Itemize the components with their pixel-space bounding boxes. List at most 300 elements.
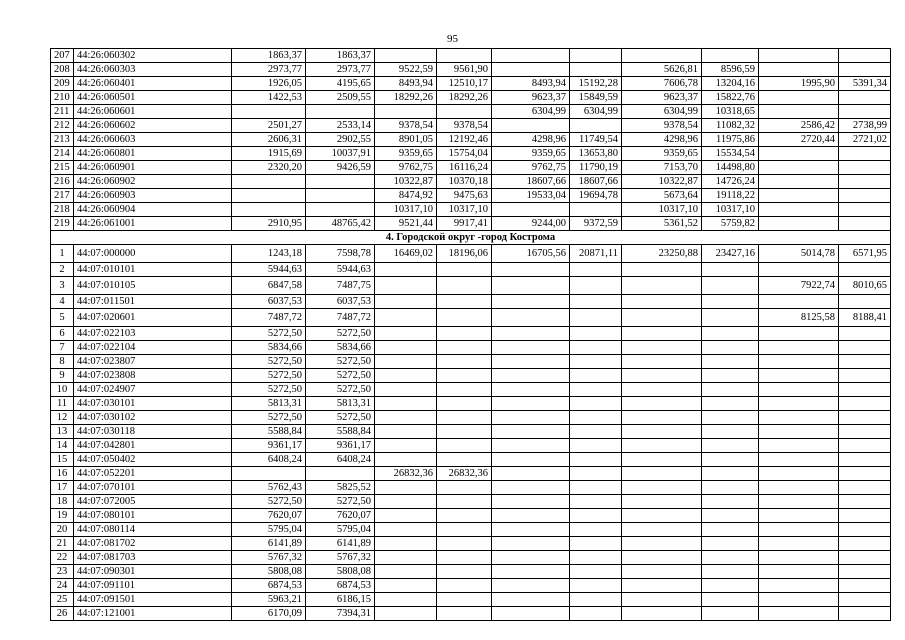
value-cell: 9359,65: [622, 147, 702, 161]
value-cell: 9561,90: [437, 63, 492, 77]
cadastral-number-cell: 44:26:060602: [74, 119, 232, 133]
value-cell: 23427,16: [702, 245, 759, 263]
cadastral-number-cell: 44:07:052201: [74, 467, 232, 481]
value-cell: [375, 565, 437, 579]
value-cell: 8596,59: [702, 63, 759, 77]
value-cell: [702, 411, 759, 425]
value-cell: [759, 467, 839, 481]
value-cell: [759, 607, 839, 621]
value-cell: [839, 147, 891, 161]
row-number-cell: 4: [51, 295, 74, 309]
value-cell: [759, 495, 839, 509]
value-cell: [492, 327, 570, 341]
value-cell: [622, 579, 702, 593]
value-cell: 9762,75: [492, 161, 570, 175]
value-cell: 9475,63: [437, 189, 492, 203]
value-cell: [622, 453, 702, 467]
value-cell: 10037,91: [306, 147, 375, 161]
value-cell: 16116,24: [437, 161, 492, 175]
value-cell: [759, 565, 839, 579]
value-cell: [759, 105, 839, 119]
value-cell: 11082,32: [702, 119, 759, 133]
value-cell: [570, 579, 622, 593]
value-cell: [375, 355, 437, 369]
value-cell: [759, 49, 839, 63]
value-cell: 15192,28: [570, 77, 622, 91]
cadastral-number-cell: 44:07:090301: [74, 565, 232, 579]
value-cell: 5808,08: [306, 565, 375, 579]
value-cell: [492, 263, 570, 277]
value-cell: 15754,04: [437, 147, 492, 161]
value-cell: [570, 63, 622, 77]
value-cell: 1863,37: [306, 49, 375, 63]
value-cell: [839, 397, 891, 411]
row-number-cell: 213: [51, 133, 74, 147]
value-cell: 5014,78: [759, 245, 839, 263]
value-cell: [622, 49, 702, 63]
value-cell: [839, 161, 891, 175]
value-cell: [622, 411, 702, 425]
value-cell: [759, 425, 839, 439]
row-number-cell: 25: [51, 593, 74, 607]
value-cell: [759, 63, 839, 77]
row-number-cell: 207: [51, 49, 74, 63]
table-body-district-44-26: [51, 49, 891, 231]
row-number-cell: 12: [51, 411, 74, 425]
value-cell: 7394,31: [306, 607, 375, 621]
value-cell: 19118,22: [702, 189, 759, 203]
value-cell: 10317,10: [437, 203, 492, 217]
value-cell: [492, 341, 570, 355]
value-cell: [759, 327, 839, 341]
value-cell: [759, 397, 839, 411]
value-cell: [839, 341, 891, 355]
table-row: [51, 119, 891, 133]
cadastral-number-cell: 44:07:010105: [74, 277, 232, 295]
value-cell: 15822,76: [702, 91, 759, 105]
value-cell: [622, 607, 702, 621]
value-cell: 5272,50: [306, 355, 375, 369]
value-cell: [437, 355, 492, 369]
value-cell: [232, 467, 306, 481]
value-cell: 6874,53: [232, 579, 306, 593]
value-cell: 7620,07: [306, 509, 375, 523]
table-row: [51, 277, 891, 295]
table-row: [51, 77, 891, 91]
value-cell: 5834,66: [306, 341, 375, 355]
value-cell: 4298,96: [622, 133, 702, 147]
value-cell: 5825,52: [306, 481, 375, 495]
value-cell: 7922,74: [759, 277, 839, 295]
row-number-cell: 215: [51, 161, 74, 175]
value-cell: [622, 481, 702, 495]
table-row: [51, 467, 891, 481]
row-number-cell: 13: [51, 425, 74, 439]
value-cell: 9361,17: [306, 439, 375, 453]
row-number-cell: 16: [51, 467, 74, 481]
row-number-cell: 208: [51, 63, 74, 77]
value-cell: [570, 295, 622, 309]
value-cell: [702, 263, 759, 277]
table-row: [51, 295, 891, 309]
value-cell: 2910,95: [232, 217, 306, 231]
value-cell: 5673,64: [622, 189, 702, 203]
table-body-kostroma: [51, 245, 891, 621]
row-number-cell: 23: [51, 565, 74, 579]
row-number-cell: 15: [51, 453, 74, 467]
value-cell: [839, 369, 891, 383]
value-cell: 14498,80: [702, 161, 759, 175]
cadastral-number-cell: 44:07:011501: [74, 295, 232, 309]
value-cell: [306, 175, 375, 189]
value-cell: [702, 355, 759, 369]
value-cell: 10317,10: [622, 203, 702, 217]
value-cell: [702, 565, 759, 579]
value-cell: [232, 203, 306, 217]
value-cell: [375, 105, 437, 119]
value-cell: [375, 341, 437, 355]
table-row: [51, 411, 891, 425]
value-cell: [437, 495, 492, 509]
value-cell: 5767,32: [306, 551, 375, 565]
cadastral-number-cell: 44:07:042801: [74, 439, 232, 453]
cadastral-number-cell: 44:07:072005: [74, 495, 232, 509]
value-cell: [759, 593, 839, 607]
value-cell: [759, 453, 839, 467]
value-cell: 8493,94: [375, 77, 437, 91]
value-cell: 18607,66: [492, 175, 570, 189]
table-row: [51, 453, 891, 467]
value-cell: [570, 397, 622, 411]
value-cell: [839, 203, 891, 217]
value-cell: 6304,99: [492, 105, 570, 119]
value-cell: 9378,54: [622, 119, 702, 133]
table-row: [51, 383, 891, 397]
value-cell: [759, 523, 839, 537]
value-cell: 13653,80: [570, 147, 622, 161]
row-number-cell: 209: [51, 77, 74, 91]
value-cell: [437, 551, 492, 565]
value-cell: [437, 481, 492, 495]
value-cell: [839, 495, 891, 509]
value-cell: [759, 537, 839, 551]
value-cell: 9426,59: [306, 161, 375, 175]
value-cell: 19533,04: [492, 189, 570, 203]
value-cell: [702, 309, 759, 327]
value-cell: 2902,55: [306, 133, 375, 147]
value-cell: [375, 295, 437, 309]
table-row: [51, 439, 891, 453]
value-cell: [570, 49, 622, 63]
value-cell: 5361,52: [622, 217, 702, 231]
value-cell: [492, 439, 570, 453]
value-cell: [759, 217, 839, 231]
value-cell: [437, 509, 492, 523]
value-cell: [622, 277, 702, 295]
value-cell: [622, 425, 702, 439]
table-row: [51, 537, 891, 551]
row-number-cell: 5: [51, 309, 74, 327]
row-number-cell: 216: [51, 175, 74, 189]
value-cell: [702, 369, 759, 383]
cadastral-number-cell: 44:07:091501: [74, 593, 232, 607]
value-cell: [839, 355, 891, 369]
value-cell: 9917,41: [437, 217, 492, 231]
value-cell: [375, 495, 437, 509]
cadastral-number-cell: 44:26:060303: [74, 63, 232, 77]
value-cell: [759, 355, 839, 369]
value-cell: [702, 295, 759, 309]
value-cell: [759, 341, 839, 355]
value-cell: [492, 579, 570, 593]
value-cell: 2738,99: [839, 119, 891, 133]
value-cell: [570, 341, 622, 355]
value-cell: 6408,24: [306, 453, 375, 467]
value-cell: 1995,90: [759, 77, 839, 91]
row-number-cell: 14: [51, 439, 74, 453]
value-cell: 1926,05: [232, 77, 306, 91]
value-cell: 2720,44: [759, 133, 839, 147]
value-cell: 2320,20: [232, 161, 306, 175]
value-cell: [437, 453, 492, 467]
row-number-cell: 3: [51, 277, 74, 295]
value-cell: [839, 593, 891, 607]
value-cell: 15534,54: [702, 147, 759, 161]
table-row: [51, 327, 891, 341]
value-cell: [437, 411, 492, 425]
table-row: [51, 133, 891, 147]
value-cell: [839, 217, 891, 231]
value-cell: [759, 439, 839, 453]
value-cell: 9623,37: [622, 91, 702, 105]
cadastral-number-cell: 44:07:081702: [74, 537, 232, 551]
value-cell: [492, 523, 570, 537]
value-cell: [375, 263, 437, 277]
value-cell: 5588,84: [306, 425, 375, 439]
value-cell: 5272,50: [232, 369, 306, 383]
value-cell: 5813,31: [306, 397, 375, 411]
value-cell: [492, 355, 570, 369]
value-cell: 9378,54: [437, 119, 492, 133]
value-cell: 1915,69: [232, 147, 306, 161]
row-number-cell: 26: [51, 607, 74, 621]
value-cell: 5944,63: [306, 263, 375, 277]
value-cell: 5272,50: [306, 327, 375, 341]
table-row: [51, 551, 891, 565]
value-cell: [839, 49, 891, 63]
table-row: [51, 579, 891, 593]
cadastral-number-cell: 44:07:010101: [74, 263, 232, 277]
value-cell: 11975,86: [702, 133, 759, 147]
table-row: [51, 341, 891, 355]
value-cell: [437, 327, 492, 341]
value-cell: [622, 523, 702, 537]
value-cell: 5588,84: [232, 425, 306, 439]
value-cell: 5759,82: [702, 217, 759, 231]
value-cell: 5272,50: [232, 495, 306, 509]
row-number-cell: 210: [51, 91, 74, 105]
value-cell: 2973,77: [232, 63, 306, 77]
value-cell: [437, 369, 492, 383]
table-row: [51, 161, 891, 175]
value-cell: [759, 147, 839, 161]
value-cell: 5626,81: [622, 63, 702, 77]
value-cell: 5272,50: [232, 383, 306, 397]
value-cell: 20871,11: [570, 245, 622, 263]
value-cell: [839, 523, 891, 537]
row-number-cell: 1: [51, 245, 74, 263]
cadastral-number-cell: 44:07:000000: [74, 245, 232, 263]
value-cell: [492, 295, 570, 309]
value-cell: [759, 383, 839, 397]
section-header-row: [51, 231, 891, 245]
value-cell: [492, 593, 570, 607]
row-number-cell: 8: [51, 355, 74, 369]
table-row: [51, 245, 891, 263]
value-cell: 18196,06: [437, 245, 492, 263]
value-cell: 9521,44: [375, 217, 437, 231]
value-cell: [375, 523, 437, 537]
cadastral-number-cell: 44:07:080114: [74, 523, 232, 537]
value-cell: [622, 263, 702, 277]
value-cell: [622, 551, 702, 565]
value-cell: [839, 565, 891, 579]
table-row: [51, 63, 891, 77]
value-cell: [375, 537, 437, 551]
value-cell: 5767,32: [232, 551, 306, 565]
value-cell: 9359,65: [492, 147, 570, 161]
value-cell: [437, 309, 492, 327]
value-cell: 5813,31: [232, 397, 306, 411]
value-cell: [375, 383, 437, 397]
value-cell: [375, 509, 437, 523]
cadastral-number-cell: 44:26:060801: [74, 147, 232, 161]
value-cell: 5272,50: [232, 411, 306, 425]
table-row: [51, 509, 891, 523]
value-cell: [759, 481, 839, 495]
cadastral-number-cell: 44:07:023807: [74, 355, 232, 369]
cadastral-number-cell: 44:07:020601: [74, 309, 232, 327]
value-cell: 5963,21: [232, 593, 306, 607]
cadastral-number-cell: 44:07:022103: [74, 327, 232, 341]
value-cell: [375, 411, 437, 425]
value-cell: 7487,75: [306, 277, 375, 295]
cadastral-number-cell: 44:26:060903: [74, 189, 232, 203]
value-cell: [839, 91, 891, 105]
value-cell: [492, 49, 570, 63]
section-title: 4. Городской округ -город Кострома: [51, 231, 891, 245]
value-cell: [622, 383, 702, 397]
table-row: [51, 175, 891, 189]
value-cell: [759, 295, 839, 309]
value-cell: [570, 593, 622, 607]
value-cell: 23250,88: [622, 245, 702, 263]
value-cell: [570, 203, 622, 217]
row-number-cell: 21: [51, 537, 74, 551]
value-cell: [375, 397, 437, 411]
value-cell: [839, 537, 891, 551]
value-cell: 15849,59: [570, 91, 622, 105]
value-cell: [437, 565, 492, 579]
cadastral-number-cell: 44:07:030102: [74, 411, 232, 425]
table-row: [51, 607, 891, 621]
value-cell: 8188,41: [839, 309, 891, 327]
value-cell: 5272,50: [306, 383, 375, 397]
value-cell: [492, 119, 570, 133]
value-cell: [570, 467, 622, 481]
value-cell: [492, 369, 570, 383]
value-cell: 16469,02: [375, 245, 437, 263]
value-cell: 1422,53: [232, 91, 306, 105]
value-cell: 9522,59: [375, 63, 437, 77]
value-cell: [492, 551, 570, 565]
row-number-cell: 7: [51, 341, 74, 355]
value-cell: [492, 203, 570, 217]
value-cell: [759, 369, 839, 383]
value-cell: [306, 467, 375, 481]
cadastral-number-cell: 44:07:030118: [74, 425, 232, 439]
value-cell: [492, 481, 570, 495]
value-cell: 18292,26: [437, 91, 492, 105]
value-cell: [702, 579, 759, 593]
table-row: [51, 105, 891, 119]
value-cell: 2606,31: [232, 133, 306, 147]
value-cell: [570, 277, 622, 295]
value-cell: [702, 397, 759, 411]
value-cell: [437, 607, 492, 621]
value-cell: 9623,37: [492, 91, 570, 105]
value-cell: [839, 263, 891, 277]
value-cell: [570, 509, 622, 523]
value-cell: 13204,16: [702, 77, 759, 91]
value-cell: [702, 481, 759, 495]
table-row: [51, 397, 891, 411]
value-cell: [702, 49, 759, 63]
value-cell: [622, 309, 702, 327]
cadastral-number-cell: 44:26:060902: [74, 175, 232, 189]
value-cell: 9762,75: [375, 161, 437, 175]
value-cell: [759, 411, 839, 425]
row-number-cell: 24: [51, 579, 74, 593]
table-row: [51, 355, 891, 369]
table-row: [51, 263, 891, 277]
value-cell: 6304,99: [570, 105, 622, 119]
value-cell: [622, 295, 702, 309]
value-cell: [232, 105, 306, 119]
table-row: [51, 309, 891, 327]
value-cell: [306, 189, 375, 203]
value-cell: 48765,42: [306, 217, 375, 231]
value-cell: [375, 607, 437, 621]
value-cell: 6571,95: [839, 245, 891, 263]
value-cell: [375, 369, 437, 383]
value-cell: [702, 509, 759, 523]
value-cell: [622, 397, 702, 411]
table-row: [51, 203, 891, 217]
value-cell: [702, 327, 759, 341]
value-cell: [570, 537, 622, 551]
value-cell: 2509,55: [306, 91, 375, 105]
row-number-cell: 6: [51, 327, 74, 341]
table-row: [51, 189, 891, 203]
value-cell: 10318,65: [702, 105, 759, 119]
row-number-cell: 2: [51, 263, 74, 277]
value-cell: [622, 593, 702, 607]
value-cell: 7153,70: [622, 161, 702, 175]
value-cell: 5795,04: [232, 523, 306, 537]
value-cell: [375, 593, 437, 607]
value-cell: [702, 593, 759, 607]
